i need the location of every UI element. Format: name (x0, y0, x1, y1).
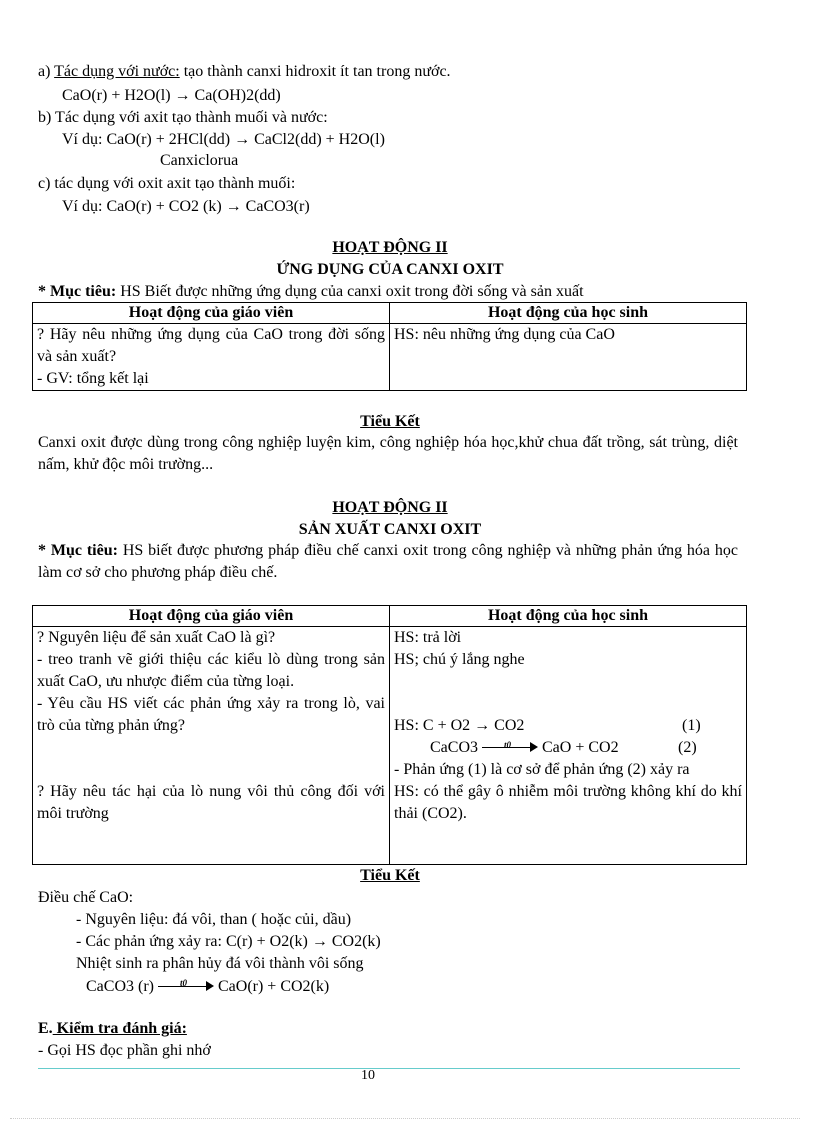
activity1-heading (0, 238, 780, 258)
student-column-header: Hoạt động của học sinh (390, 606, 747, 627)
section-a-equation: CaO(r) + H2O(l) → Ca(OH)2(dd) (62, 87, 281, 104)
heat-arrow-icon: t0 (158, 979, 214, 993)
heat-arrow-icon: t0 (482, 740, 538, 754)
student-cell (390, 627, 747, 865)
section-b-product-name: Canxiclorua (160, 152, 239, 169)
summary-title-text: Tiểu Kết (360, 867, 420, 884)
activity2-title: SẢN XUẤT CANXI OXIT (298, 521, 482, 538)
section-e-heading (38, 1019, 187, 1039)
reaction-2-reactant: CaCO3 (430, 739, 478, 756)
reaction-2-number: (2) (678, 739, 697, 756)
summary-line: - Các phản ứng xảy ra: C(r) + O2(k) → CO2(k) (76, 933, 381, 950)
section-b-example: Ví dụ: CaO(r) + 2HCl(dd) → CaCl2(dd) + H2O(l) (62, 131, 385, 148)
summary-reactant: CaCO3 (r) (86, 978, 154, 995)
student-activity: HS; chú ý lắng nghe (394, 651, 525, 668)
section-c-text: c) tác dụng với oxit axit tạo thành muối: (38, 175, 296, 192)
student-reaction-2 (394, 737, 742, 759)
activity2-goal-label: * Mục tiêu: (38, 542, 118, 559)
section-b-text: b) Tác dụng với axit tạo thành muối và nước: (38, 109, 328, 126)
activity2-heading (0, 498, 780, 518)
teacher-activity: ? Hãy nêu tác hại của lò nung vôi thủ công đối với môi trường (37, 783, 385, 822)
page-bottom-border (10, 1118, 800, 1119)
student-activity: HS: có thể gây ô nhiễm môi trường không khí do khí thải (CO2). (394, 783, 742, 822)
activity1-heading-text: HOẠT ĐỘNG II (332, 239, 448, 256)
teacher-activity: - treo tranh vẽ giới thiệu các kiểu lò dùng trong sản xuất CaO, ưu nhược điểm của từng loại. (37, 651, 385, 690)
section-a-underlined: Tác dụng với nước: (54, 63, 180, 80)
student-activity: HS: nêu những ứng dụng của CaO (394, 326, 615, 343)
section-a-label: a) (38, 63, 55, 80)
reaction-1-equation: HS: C + O2 → CO2 (394, 717, 525, 734)
section-a-line (38, 62, 451, 82)
summary-line: - Nguyên liệu: đá vôi, than ( hoặc củi, dầu) (76, 911, 352, 928)
teacher-activity: ? Hãy nêu những ứng dụng của CaO trong đời sống và sản xuất? (37, 326, 385, 365)
summary-products: CaO(r) + CO2(k) (217, 978, 330, 995)
teacher-cell (33, 324, 390, 391)
activity1-table (32, 302, 747, 391)
reaction-1-number: (1) (682, 717, 701, 734)
activity2-summary-title (0, 866, 780, 886)
section-e-title: Kiểm tra đánh giá: (52, 1020, 187, 1037)
teacher-cell (33, 627, 390, 865)
summary-reaction (86, 977, 329, 997)
section-e-text: - Gọi HS đọc phần ghi nhớ (38, 1042, 211, 1059)
student-column-header: Hoạt động của học sinh (390, 303, 747, 324)
teacher-activity: - GV: tổng kết lại (37, 370, 149, 387)
summary-title-text: Tiểu Kết (360, 413, 420, 430)
section-a-text: tạo thành canxi hidroxit ít tan trong nước. (179, 63, 451, 80)
student-activity: HS: trả lời (394, 629, 462, 646)
activity1-goal-text: HS Biết được những ứng dụng của canxi oxit trong đời sống và sản xuất (116, 283, 584, 300)
teacher-activity: - Yêu cầu HS viết các phản ứng xảy ra trong lò, vai trò của từng phản ứng? (37, 695, 385, 734)
teacher-activity: ? Nguyên liệu để sản xuất CaO là gì? (37, 629, 276, 646)
section-c-example: Ví dụ: CaO(r) + CO2 (k) → CaCO3(r) (62, 198, 310, 215)
teacher-column-header: Hoạt động của giáo viên (33, 606, 390, 627)
table-header-row (33, 606, 747, 627)
student-activity: - Phản ứng (1) là cơ sở để phản ứng (2) xảy ra (394, 761, 690, 778)
activity2-goal-text: HS biết được phương pháp điều chế canxi oxit trong công nghiệp và những phản ứng hóa học làm cơ sở cho phương pháp điều chế. (38, 542, 739, 581)
summary-line: Nhiệt sinh ra phân hủy đá vôi thành vôi sống (76, 955, 364, 972)
activity2-table (32, 605, 747, 865)
student-reaction-1 (394, 715, 742, 737)
activity1-title: ỨNG DỤNG CỦA CANXI OXIT (276, 261, 504, 278)
table-row (33, 627, 747, 865)
activity2-heading-text: HOẠT ĐỘNG II (332, 499, 448, 516)
activity1-goal (38, 282, 584, 302)
activity1-summary-title (0, 412, 780, 432)
student-cell (390, 324, 747, 391)
activity2-goal (38, 540, 738, 584)
section-e-label: E. (38, 1020, 53, 1037)
table-header-row (33, 303, 747, 324)
activity1-goal-label: * Mục tiêu: (38, 283, 117, 300)
page-number: 10 (361, 1068, 375, 1083)
activity1-summary-text: Canxi oxit được dùng trong công nghiệp luyện kim, công nghiệp hóa học,khử chua đất trồng, sát trùng, diệt nấm, khử độc môi trường... (38, 434, 738, 473)
table-row (33, 324, 747, 391)
summary-line: Điều chế CaO: (38, 889, 134, 906)
teacher-column-header: Hoạt động của giáo viên (33, 303, 390, 324)
reaction-2-products: CaO + CO2 (542, 739, 619, 756)
